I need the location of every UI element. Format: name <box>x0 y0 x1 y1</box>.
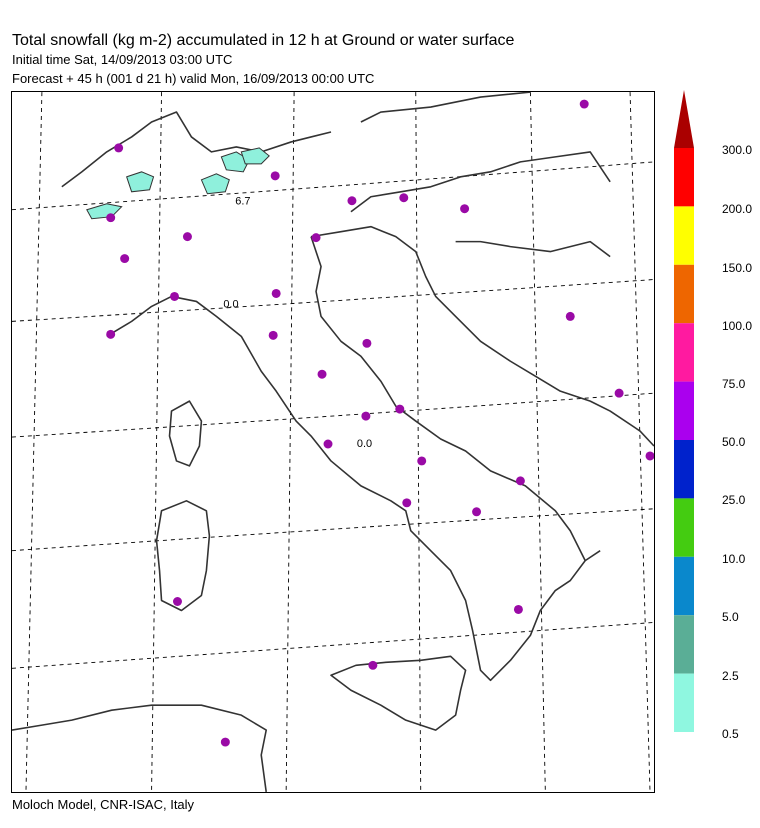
legend-swatch <box>674 206 694 264</box>
city-marker <box>516 476 525 485</box>
city-marker <box>114 143 123 152</box>
city-marker <box>399 193 408 202</box>
city-marker <box>347 196 356 205</box>
city-marker <box>271 171 280 180</box>
legend-swatch <box>674 440 694 498</box>
color-legend <box>672 90 752 740</box>
legend-label: 2.5 <box>722 669 739 683</box>
legend-label: 300.0 <box>722 143 753 157</box>
legend-label: 10.0 <box>722 552 746 566</box>
city-marker <box>566 312 575 321</box>
city-marker <box>368 661 377 670</box>
city-marker <box>318 370 327 379</box>
legend-label: 200.0 <box>722 202 753 216</box>
legend-swatch <box>674 615 694 673</box>
city-marker <box>269 331 278 340</box>
city-marker <box>395 405 404 414</box>
legend-label: 50.0 <box>722 435 746 449</box>
snowfall-map <box>11 91 655 793</box>
city-marker <box>514 605 523 614</box>
legend-swatch <box>674 323 694 381</box>
field-label: 6.7 <box>235 195 251 208</box>
map-title: Total snowfall (kg m-2) accumulated in 12 h at Ground or water surface <box>12 32 515 49</box>
city-marker <box>362 339 371 348</box>
city-marker <box>324 440 333 449</box>
city-marker <box>120 254 129 263</box>
city-marker <box>580 100 589 109</box>
field-label: 0.0 <box>223 298 239 311</box>
snowfall-areas <box>87 148 269 219</box>
field-label: 0.0 <box>356 437 373 450</box>
field-labels <box>223 196 372 450</box>
legend-swatch <box>674 382 694 440</box>
city-marker <box>460 204 469 213</box>
city-marker <box>106 213 115 222</box>
legend-swatches <box>674 148 694 732</box>
city-marker <box>615 389 624 398</box>
city-marker <box>361 412 370 421</box>
city-marker <box>170 292 179 301</box>
model-credit: Moloch Model, CNR-ISAC, Italy <box>12 797 195 812</box>
legend-label: 75.0 <box>722 377 746 391</box>
city-marker <box>106 330 115 339</box>
city-marker <box>472 507 481 516</box>
legend-swatch <box>674 674 694 732</box>
city-marker <box>646 451 655 460</box>
legend-label: 0.5 <box>722 727 739 741</box>
legend-swatch <box>674 148 694 206</box>
city-marker <box>417 456 426 465</box>
city-marker <box>183 232 192 241</box>
city-marker <box>173 597 182 606</box>
city-marker <box>402 498 411 507</box>
legend-label: 25.0 <box>722 493 746 507</box>
graticule <box>12 92 654 792</box>
legend-swatch <box>674 265 694 323</box>
city-marker <box>312 233 321 242</box>
city-marker <box>221 738 230 747</box>
coastline <box>12 92 654 792</box>
initial-time: Initial time Sat, 14/09/2013 03:00 UTC <box>12 52 233 67</box>
city-marker <box>272 289 281 298</box>
legend-label: 5.0 <box>722 610 739 624</box>
legend-swatch <box>674 498 694 556</box>
forecast-valid-time: Forecast + 45 h (001 d 21 h) valid Mon, 16/09/2013 00:00 UTC <box>12 71 375 86</box>
legend-label: 100.0 <box>722 319 753 333</box>
legend-label: 150.0 <box>722 261 753 275</box>
legend-overflow-arrow <box>674 90 694 148</box>
legend-swatch <box>674 557 694 615</box>
